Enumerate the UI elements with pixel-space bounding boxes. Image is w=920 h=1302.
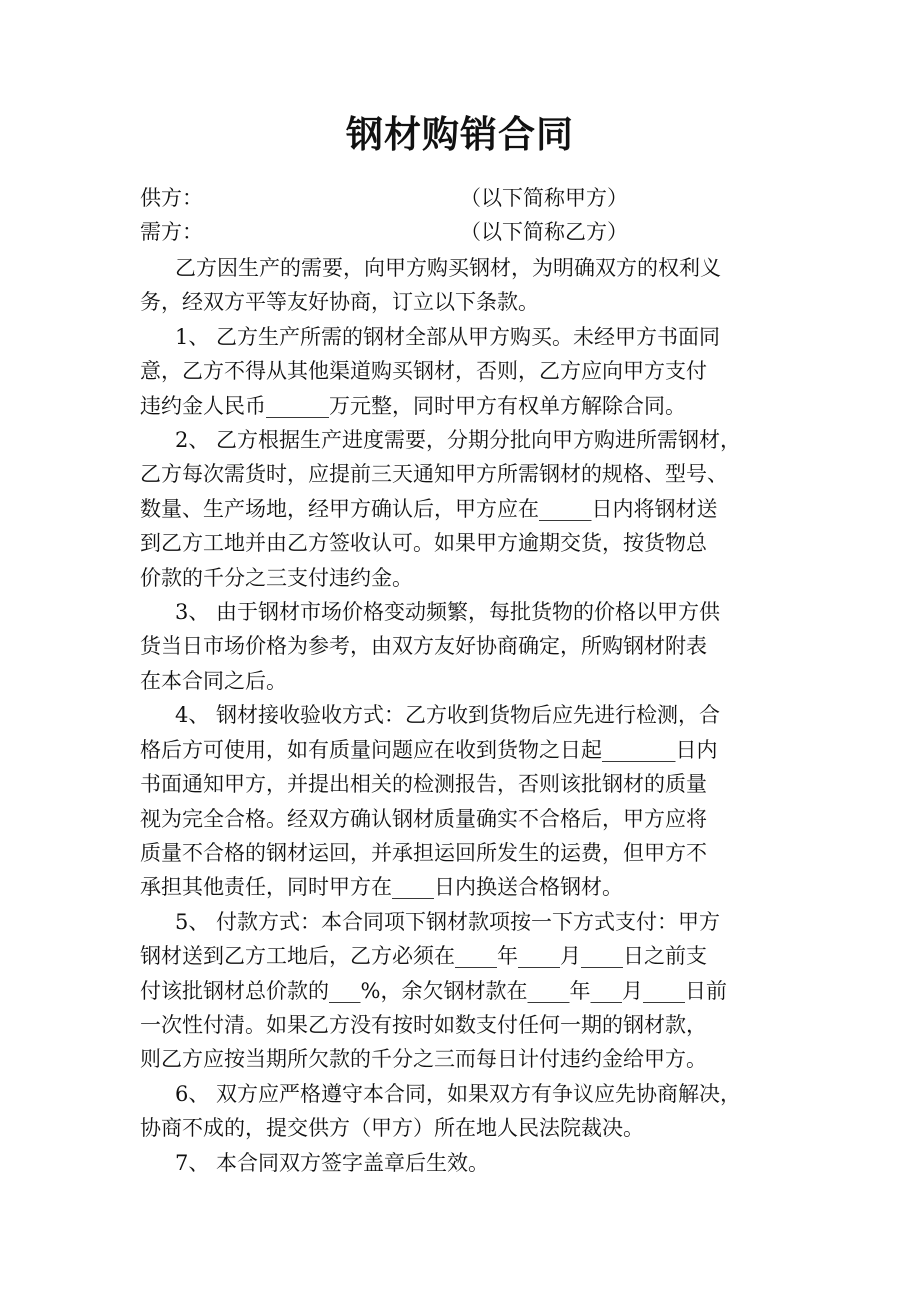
buyer-note: （以下简称乙方）	[460, 220, 628, 244]
clause-line: 6、 双方应严格遵守本合同，如果双方有争议应先协商解决，	[175, 1081, 742, 1106]
clause-line: 承担其他责任，同时甲方在____日内换送合格钢材。	[140, 875, 623, 900]
clause-line: 钢材送到乙方工地后，乙方必须在____年____月____日之前支	[140, 944, 707, 969]
clause-4	[140, 698, 790, 904]
preamble-line: 乙方因生产的需要，向甲方购买钢材，为明确双方的权利义	[175, 256, 721, 280]
clause-2	[140, 423, 790, 595]
clause-line: 则乙方应按当期所欠款的千分之三而每日计付违约金给甲方。	[140, 1047, 707, 1072]
preamble-line: 务，经双方平等友好协商，订立以下条款。	[140, 290, 539, 315]
clause-line: 协商不成的，提交供方（甲方）所在地人民法院裁决。	[140, 1116, 644, 1141]
clause-7	[140, 1146, 790, 1180]
document-title: 钢材购销合同	[346, 113, 574, 156]
clause-line: 一次性付清。如果乙方没有按时如数支付任何一期的钢材款，	[140, 1012, 707, 1037]
clause-line: 在本合同之后。	[140, 668, 287, 693]
supplier-note: （以下简称甲方）	[460, 186, 628, 210]
clause-line: 3、 由于钢材市场价格变动频繁，每批货物的价格以甲方供	[175, 600, 721, 625]
clause-5	[140, 905, 790, 1077]
clause-line: 格后方可使用，如有质量问题应在收到货物之日起_______日内	[140, 737, 718, 762]
clause-line: 到乙方工地并由乙方签收认可。如果甲方逾期交货，按货物总	[140, 531, 707, 556]
clause-line: 价款的千分之三支付违约金。	[140, 565, 413, 590]
clause-line: 5、 付款方式：本合同项下钢材款项按一下方式支付：甲方	[175, 909, 721, 934]
clause-1	[140, 320, 790, 423]
clause-line: 1、 乙方生产所需的钢材全部从甲方购买。未经甲方书面同	[175, 324, 721, 349]
clause-6	[140, 1077, 790, 1146]
buyer-label: 需方：	[140, 220, 203, 244]
clause-line: 4、 钢材接收验收方式：乙方收到货物后应先进行检测，合	[175, 703, 721, 728]
contract-body	[140, 251, 790, 1180]
clause-line: 付该批钢材总价款的___%，余欠钢材款在____年___月____日前	[140, 978, 727, 1003]
clause-line: 质量不合格的钢材运回，并承担运回所发生的运费，但甲方不	[140, 840, 707, 865]
preamble-paragraph	[140, 251, 790, 320]
clause-line: 2、 乙方根据生产进度需要，分期分批向甲方购进所需钢材，	[175, 428, 742, 453]
buyer-line	[140, 215, 628, 249]
supplier-label: 供方：	[140, 186, 203, 210]
clause-line: 书面通知甲方，并提出相关的检测报告，否则该批钢材的质量	[140, 772, 707, 797]
clause-line: 视为完全合格。经双方确认钢材质量确实不合格后，甲方应将	[140, 806, 707, 831]
clause-line: 7、 本合同双方签字盖章后生效。	[175, 1150, 490, 1175]
clause-3	[140, 595, 790, 698]
clause-line: 乙方每次需货时，应提前三天通知甲方所需钢材的规格、型号、	[140, 462, 728, 487]
clause-line: 违约金人民币______万元整，同时甲方有权单方解除合同。	[140, 393, 686, 418]
supplier-line	[140, 181, 628, 215]
clause-line: 货当日市场价格为参考，由双方友好协商确定，所购钢材附表	[140, 634, 707, 659]
clause-line: 数量、生产场地，经甲方确认后，甲方应在_____日内将钢材送	[140, 496, 718, 521]
clause-line: 意，乙方不得从其他渠道购买钢材，否则，乙方应向甲方支付	[140, 359, 707, 384]
